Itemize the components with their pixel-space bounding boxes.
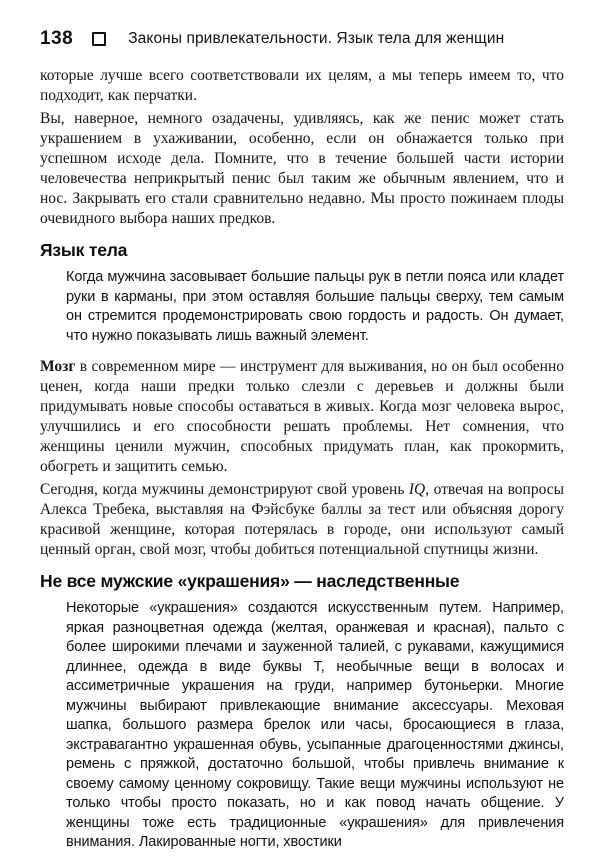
text-segment: IQ	[408, 481, 426, 498]
text-segment: Мозг	[40, 358, 76, 375]
running-title: Законы привлекательности. Язык тела для женщин	[128, 30, 505, 47]
text-segment: которые лучше всего соответствовали их целям, а мы теперь имеем то, что подходит, как перчатки.	[40, 67, 564, 104]
inset-paragraph	[66, 599, 564, 853]
square-outline-icon	[92, 32, 106, 46]
running-header	[40, 28, 564, 50]
text-segment: Когда мужчина засовывает большие пальцы рук в петли пояса или кладет руки в карманы, при этом оставляя большие пальцы сверху, тем самым он стремится продемонстрировать свою гордость и радость. Он думает, что нужно показывать лишь важный элемент.	[66, 269, 564, 344]
body-paragraph	[40, 109, 564, 229]
page-content	[40, 66, 564, 853]
page-number: 138	[40, 28, 74, 49]
text-segment: Сегодня, когда мужчины демонстрируют свой уровень	[40, 481, 409, 498]
text-segment: Некоторые «украшения» создаются искусственным путем. Например, яркая разноцветная одежда (желтая, оранжевая и красная), пальто с более широкими плечами и зауженной талией, с рукавами, кажущимися длиннее, одежда в виде буквы Т, необычные вещи в волосах и ассиметричные украшения на груди, например бутоньерки. Многие мужчины выбирают привлекающие внимание аксессуары. Меховая шапка, большого размера брелок или часы, бросающиеся в глаза, экстравагантно украшенная обувь, усыпанные драгоценностями джинсы, ремень с пряжкой, достаточно большой, чтобы привлечь внимание к своему самому ценному сокровищу. Такие вещи мужчины используют не только чтобы просто показать, но и как повод начать общение. У женщины тоже есть традиционные «украшения» для привлечения внимания. Лакированные ногти, хвостики	[66, 600, 564, 850]
text-segment: , отвечая на вопросы Алекса Требека, выставляя на Фэйсбуке баллы за тест или объясняя дорогу красивой женщине, которая потерялась в городе, они используют самый ценный орган, свой мозг, чтобы добиться потенциальной спутницы жизни.	[40, 481, 565, 558]
body-paragraph	[40, 66, 564, 106]
inset-paragraph	[66, 268, 564, 346]
section-heading: Язык тела	[40, 240, 128, 260]
section-heading: Не все мужские «украшения» — наследственные	[40, 571, 460, 591]
text-segment: Вы, наверное, немного озадачены, удивляясь, как же пенис может стать украшением в ухаживании, особенно, если он обнажается только при успешном исходе дела. Помните, что в течение большей части истории человечества неприкрытый пенис был таким же обычным явлением, что и нос. Закрывать его стали сравнительно недавно. Мы просто пожинаем плоды очевидного выбора наших предков.	[40, 110, 564, 227]
body-paragraph	[40, 480, 564, 560]
body-paragraph	[40, 357, 564, 477]
text-segment: в современном мире — инструмент для выживания, но он был особенно ценен, когда наши предки только слезли с деревьев и должны были придумывать новые способы оставаться в живых. Когда мозг человека вырос, улучшились и его способности решать проблемы. Нет сомнения, что женщины ценили мужчин, способных придумать план, как прокормить, обогреть и защитить семью.	[40, 358, 564, 475]
